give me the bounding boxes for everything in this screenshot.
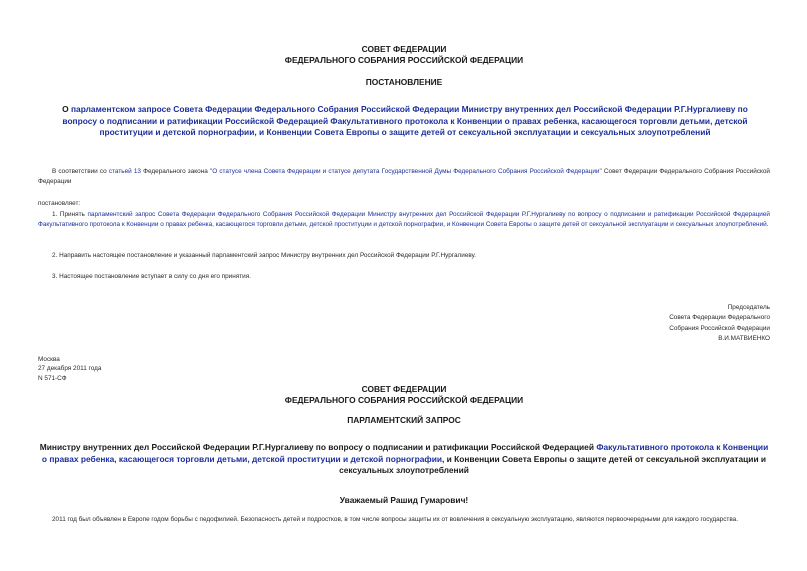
federal-law-link[interactable]: "О статусе члена Совета Федерации и статусе депутата Государственной Думы Федерального Собрания Российской Федерации" bbox=[209, 168, 602, 175]
resolution-title bbox=[44, 104, 766, 139]
item1-text-1: 1. Принять bbox=[52, 211, 88, 218]
body-paragraph: 2011 год был объявлен в Европе годом борьбы с педофилией. Безопасность детей и подростков, в том числе вопросы защиты их от вовлечения в сексуальную эксплуатацию, являются первоочередными для каждого государства. bbox=[52, 516, 739, 523]
item1-text-2: . bbox=[766, 221, 769, 229]
resolution-item-2: 2. Направить настоящее постановление и указанный парламентский запрос Министру внутренних дел Российской Федерации Р.Г.Нургалиеву. bbox=[52, 252, 476, 259]
header2-line-1: СОВЕТ ФЕДЕРАЦИИ bbox=[361, 384, 447, 394]
protocol-link[interactable]: Факультативного протокола к Конвенции о правах ребенка, касающегося торговли детьми, детской проституции и детской порнографии bbox=[41, 442, 769, 464]
preamble-text-1: В соответствии со bbox=[52, 168, 109, 175]
header2-line-2: ФЕДЕРАЛЬНОГО СОБРАНИЯ РОССИЙСКОЙ ФЕДЕРАЦИИ bbox=[284, 394, 524, 405]
city: Москва bbox=[38, 356, 60, 363]
title-link[interactable]: парламентском запросе Совета Федерации Федерального Собрания Российской Федерации Министру внутренних дел Российской Федерации Р.Г.Нургалиеву по вопросу о подписании и ратификации Российской Федерацией Факультативного протокола к Конвенции о правах ребенка, касающегося торговли детьми, детской проституции и детской порнографии, и Конвенции Совета Европы о защите детей от сексуальной эксплуатации и сексуальных злоупотреблений bbox=[62, 104, 748, 138]
signature-line-2: Совета Федерации Федерального bbox=[669, 314, 770, 322]
request-title bbox=[38, 442, 770, 477]
parliamentary-request-link[interactable]: парламентский запрос Совета Федерации Федерального Собрания Российской Федерации Министру внутренних дел Российской Федерации Р.Г.Нургалиеву по вопросу о подписании и ратификации Российской Федерацией Факультативного протокола к Конвенции о правах ребенка, касающегося торговли детьми, детской проституции и детской порнографии, и Конвенции Совета Европы о защите детей от сексуальной эксплуатации и сексуальных злоупотреблений bbox=[38, 211, 770, 229]
date: 27 декабря 2011 года bbox=[38, 365, 102, 373]
resolution-item-1 bbox=[38, 210, 770, 231]
title2-text-1: Министру внутренних дел Российской Федерации Р.Г.Нургалиеву по вопросу о подписании и ратификации Российской Федерацией bbox=[39, 442, 597, 452]
preamble-text-2: Федерального закона bbox=[140, 168, 210, 175]
place-date-block bbox=[38, 355, 770, 383]
title2-text-2: , и Конвенции Совета Европы о защите детей от сексуальной эксплуатации и сексуальных злоупотреблений bbox=[339, 453, 767, 476]
postanovlyaet-label: постановляет: bbox=[38, 200, 81, 207]
doc-type-request: ПАРЛАМЕНТСКИЙ ЗАПРОС bbox=[347, 415, 461, 425]
preamble-paragraph bbox=[38, 167, 770, 188]
title-prefix: О bbox=[62, 104, 71, 114]
signature-line-3: Собрания Российской Федерации bbox=[669, 324, 770, 332]
header-council-2 bbox=[38, 384, 770, 405]
doc-number: N 571-СФ bbox=[38, 374, 67, 382]
header-council bbox=[38, 44, 770, 65]
signature-line-4: В.И.МАТВИЕНКО bbox=[718, 335, 770, 343]
signature-block bbox=[38, 303, 770, 345]
greeting: Уважаемый Рашид Гумарович! bbox=[339, 495, 469, 505]
header-line-1: СОВЕТ ФЕДЕРАЦИИ bbox=[361, 44, 447, 54]
preamble-text-3: Совет Федерации Федерального Собрания Российской Федерации bbox=[38, 168, 771, 186]
doc-type-resolution: ПОСТАНОВЛЕНИЕ bbox=[365, 77, 443, 87]
signature-line-1: Председатель bbox=[727, 304, 770, 311]
header-line-2: ФЕДЕРАЛЬНОГО СОБРАНИЯ РОССИЙСКОЙ ФЕДЕРАЦИИ bbox=[284, 54, 524, 65]
article-link[interactable]: статьей 13 bbox=[108, 168, 141, 175]
resolution-item-3: 3. Настоящее постановление вступает в силу со дня его принятия. bbox=[52, 273, 251, 280]
